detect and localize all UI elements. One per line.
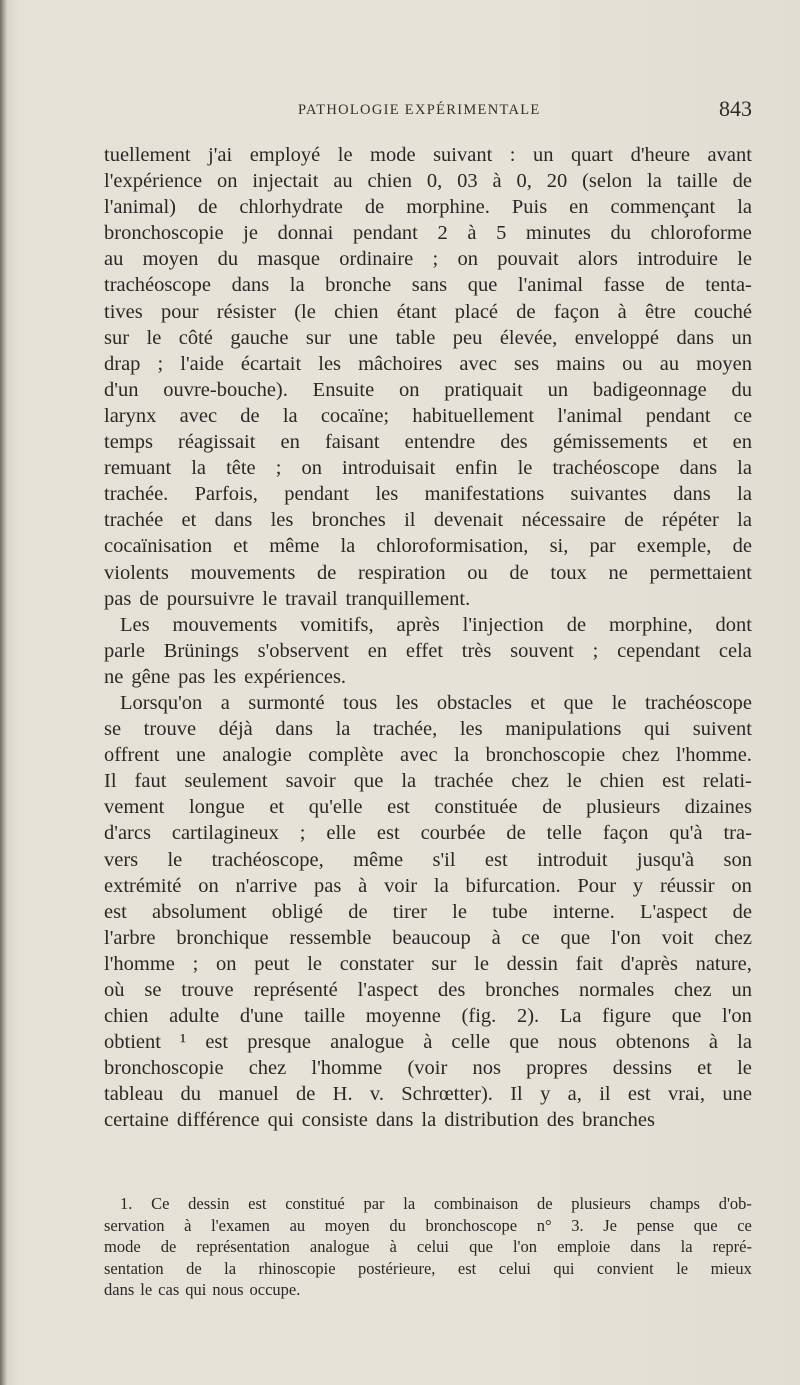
text-line: larynx avec de la cocaïne; habituellement l'animal pendant ce <box>104 404 752 427</box>
text-line: tableau du manuel de H. v. Schrœtter). Il y a, il est vrai, une <box>104 1083 752 1106</box>
text-line: bronchoscopie chez l'homme (voir nos propres dessins et le <box>104 1057 752 1080</box>
text-line: l'animal) de chlorhydrate de morphine. Puis en commençant la <box>104 196 752 219</box>
footnotes <box>104 1193 752 1301</box>
text-line: l'homme ; on peut le constater sur le dessin fait d'après nature, <box>104 952 752 975</box>
text-line: trachée. Parfois, pendant les manifestations suivantes dans la <box>104 483 752 506</box>
text-line: d'un ouvre-bouche). Ensuite on pratiquait un badigeonnage du <box>104 378 752 401</box>
text-line: Lorsqu'on a surmonté tous les obstacles et que le trachéoscope <box>120 691 752 714</box>
text-line: trachée et dans les bronches il devenait nécessaire de répéter la <box>104 509 752 532</box>
footnote-line: dans le cas qui nous occupe. <box>104 1280 301 1300</box>
text-line: sur le côté gauche sur une table peu élevée, enveloppé dans un <box>104 326 752 349</box>
text-line: au moyen du masque ordinaire ; on pouvait alors introduire le <box>104 248 752 271</box>
footnote-line: mode de représentation analogue à celui que l'on emploie dans la repré- <box>104 1237 752 1257</box>
text-line: extrémité on n'arrive pas à voir la bifurcation. Pour y réussir on <box>104 874 752 897</box>
text-line: Il faut seulement savoir que la trachée chez le chien est relati- <box>104 770 752 793</box>
text-line: est absolument obligé de tirer le tube interne. L'aspect de <box>104 900 752 923</box>
text-line: trachéoscope dans la bronche sans que l'animal fasse de tenta- <box>104 274 752 297</box>
text-line: tuellement j'ai employé le mode suivant : un quart d'heure avant <box>104 144 752 166</box>
text-line: temps réagissait en faisant entendre des gémissements et en <box>104 431 752 454</box>
text-line: obtient ¹ est presque analogue à celle que nous obtenons à la <box>104 1031 752 1054</box>
text-line: offrent une analogie complète avec la bronchoscopie chez l'homme. <box>104 744 752 767</box>
text-line: remuant la tête ; on introduisait enfin le trachéoscope dans la <box>104 457 752 480</box>
footnote-line: servation à l'examen au moyen du bronchoscope n° 3. Je pense que ce <box>104 1215 752 1235</box>
page-number: 843 <box>719 96 752 121</box>
text-line: tives pour résister (le chien étant placé de façon à être couché <box>104 300 752 323</box>
text-line: cocaïnisation et même la chloroformisation, si, par exemple, de <box>104 535 752 558</box>
text-line: l'arbre bronchique ressemble beaucoup à ce que l'on voit chez <box>104 926 752 949</box>
text-line: où se trouve représenté l'aspect des bronches normales chez un <box>104 979 752 1001</box>
text-line: vers le trachéoscope, même s'il est introduit jusqu'à son <box>104 848 752 871</box>
footnote-line: sentation de la rhinoscopie postérieure, est celui qui convient le mieux <box>104 1258 752 1278</box>
text-line: d'arcs cartilagineux ; elle est courbée de telle façon qu'à tra- <box>104 822 752 845</box>
text-line: chien adulte d'une taille moyenne (fig. 2). La figure que l'on <box>104 1005 752 1028</box>
text-line: se trouve déjà dans la trachée, les manipulations qui suivent <box>104 718 752 741</box>
text-line: certaine différence qui consiste dans la distribution des branches <box>104 1109 655 1132</box>
text-line: vement longue et qu'elle est constituée de plusieurs dizaines <box>104 796 752 819</box>
text-line: l'expérience on injectait au chien 0, 03 à 0, 20 (selon la taille de <box>104 170 752 193</box>
text-line: pas de poursuivre le travail tranquillement. <box>104 587 471 610</box>
text-line: parle Brünings s'observent en effet très souvent ; cependant cela <box>104 639 752 662</box>
text-line: bronchoscopie je donnai pendant 2 à 5 minutes du chloroforme <box>104 222 752 245</box>
running-title: PATHOLOGIE EXPÉRIMENTALE <box>298 102 541 118</box>
body-text <box>104 142 752 1134</box>
text-line: Les mouvements vomitifs, après l'injection de morphine, dont <box>120 613 752 636</box>
text-line: violents mouvements de respiration ou de toux ne permettaient <box>104 561 752 584</box>
page-header <box>104 96 752 128</box>
text-line: ne gêne pas les expériences. <box>104 665 347 688</box>
footnote-line: 1. Ce dessin est constitué par la combinaison de plusieurs champs d'ob- <box>120 1194 752 1213</box>
text-line: drap ; l'aide écartait les mâchoires avec ses mains ou au moyen <box>104 352 752 375</box>
